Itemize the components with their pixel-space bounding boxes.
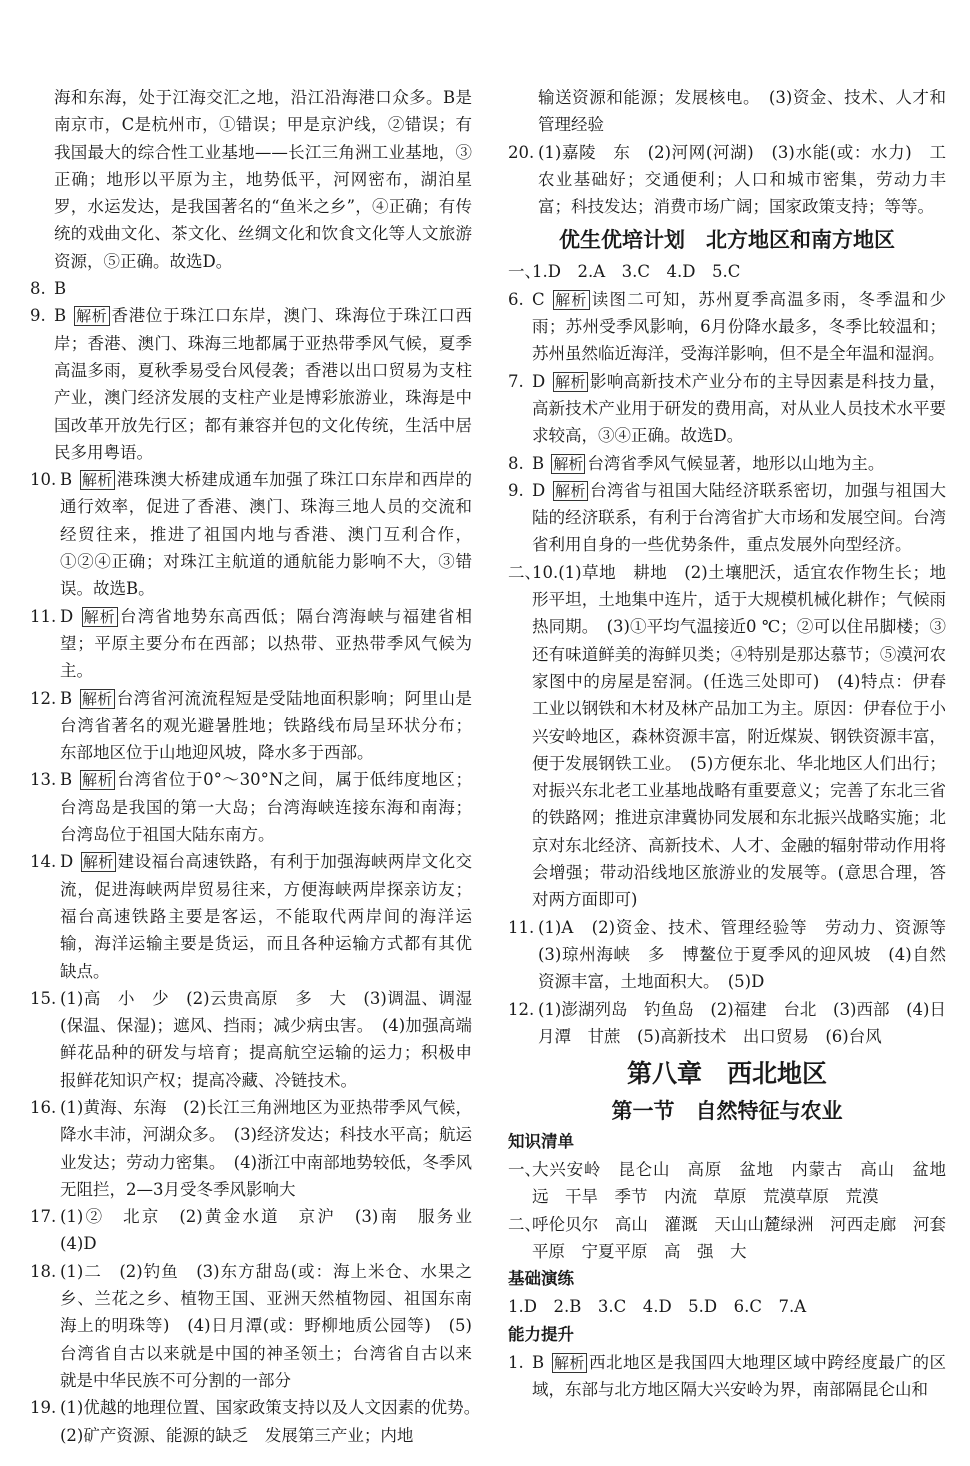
question-number: 9. bbox=[508, 480, 524, 500]
answer-text: (1)高 小 少 (2)云贵高原 多 大 (3)调温、调湿(保温、保湿)；遮风、挡雨；减少病虫害。 (4)加强高端鲜花品种的研发与培育；提高航空运输的运力；积极申报鲜花知识产权；提高冷藏、冷链技术。 bbox=[60, 988, 472, 1090]
analysis-text: 读图二可知，苏州夏季高温多雨，冬季温和少雨；苏州受季风影响，6月份降水最多，冬季比较温和；苏州虽然临近海洋，受海洋影响，但不是全年温和湿润。 bbox=[532, 289, 946, 364]
answer-choice: B bbox=[532, 1352, 545, 1372]
answer-text: (1)二 (2)钓鱼 (3)东方甜岛(或：海上米仓、水果之乡、兰花之乡、植物王国、亚洲天然植物园、祖国东南海上的明珠等) (4)日月潭(或：野柳地质公园等) (5)台湾省自古以来就是中国的神圣领土；台湾省自古以来就是中华民族不可分割的一部分 bbox=[60, 1261, 472, 1390]
answer-choice: B bbox=[54, 306, 67, 326]
part-number: 一、 bbox=[508, 262, 541, 282]
answer-9 bbox=[508, 477, 946, 559]
answer-8 bbox=[30, 275, 472, 302]
question-number: 16. bbox=[30, 1097, 57, 1117]
answer-text: (1)澎湖列岛 钓鱼岛 (2)福建 台北 (3)西部 (4)日月潭 甘蔗 (5)高新技术 出口贸易 (6)台风 bbox=[538, 999, 946, 1046]
answer-10 bbox=[30, 466, 472, 602]
analysis-text: 建设福台高速铁路，有利于加强海峡两岸文化交流，促进海峡两岸贸易往来，方便海峡两岸探亲访友；福台高速铁路主要是客运，不能取代两岸间的海洋运输，海洋运输主要是货运，而且各种运输方式都有其优缺点。 bbox=[60, 852, 472, 981]
answer-choice: B bbox=[60, 688, 73, 708]
part-two-answers bbox=[508, 559, 946, 914]
part-number: 二、 bbox=[508, 562, 541, 582]
question-number: 15. bbox=[30, 988, 57, 1008]
answer-16 bbox=[30, 1094, 472, 1203]
answer-6 bbox=[508, 286, 946, 368]
continued-answer: 输送资源和能源；发展核电。 (3)资金、技术、人才和管理经验 bbox=[538, 88, 946, 135]
analysis-text: 台湾省与祖国大陆经济联系密切，加强与祖国大陆的经济联系，有利于台湾省扩大市场和发展空间。台湾省利用自身的一些优势条件，重点发展外向型经济。 bbox=[532, 480, 947, 555]
answer-choice: D bbox=[60, 852, 74, 872]
question-number: 11. bbox=[30, 606, 57, 626]
answer-text: 大兴安岭 昆仑山 高原 盆地 内蒙古 高山 盆地 远 干旱 季节 内流 草原 荒漠草原 荒漠 bbox=[532, 1160, 963, 1207]
answer-13 bbox=[30, 766, 472, 848]
answer-text: (1)嘉陵 东 (2)河网(河湖) (3)水能(或：水力) 工农业基础好；交通便利；人口和城市密集，劳动力丰富；科技发达；消费市场广阔；国家政策支持；等等。 bbox=[538, 142, 946, 217]
analysis-tag: 解析 bbox=[554, 372, 586, 391]
analysis-tag: 解析 bbox=[81, 689, 113, 708]
analysis-text: 台湾省河流流程短是受陆地面积影响；阿里山是台湾省著名的观光避暑胜地；铁路线布局呈环状分布；东部地区位于山地迎风坡，降水多于西部。 bbox=[60, 688, 472, 763]
analysis-text: 香港位于珠江口东岸，澳门、珠海位于珠江口西岸；香港、澳门、珠海三地都属于亚热带季风气候，夏季高温多雨，夏秋季易受台风侵袭；香港以出口贸易为支柱产业，澳门经济发展的支柱产业是博彩旅游业，珠海是中国改革开放先行区；都有兼容并包的文化传统，生活中居民多用粤语。 bbox=[54, 306, 472, 462]
analysis-text: 西北地区是我国四大地理区域中跨经度最广的区域，东部与北方地区隔大兴安岭为界，南部隔昆仑山和 bbox=[532, 1352, 947, 1399]
question-number: 12. bbox=[30, 688, 57, 708]
analysis-tag: 解析 bbox=[82, 771, 114, 790]
question-number: 19. bbox=[30, 1398, 57, 1418]
chapter-title: 第八章 西北地区 bbox=[626, 1059, 827, 1089]
analysis-text: 台湾省地势东高西低；隔台湾海峡与福建省相望；平原主要分布在西部；以热带、亚热带季风气候为主。 bbox=[60, 606, 472, 681]
basic-practice-heading: 基础演练 bbox=[508, 1269, 574, 1289]
answer-choice: B bbox=[60, 470, 73, 490]
answer-7 bbox=[508, 368, 946, 450]
question-number: 7. bbox=[508, 371, 524, 391]
answer-12 bbox=[508, 996, 946, 1051]
right-column bbox=[508, 84, 963, 1403]
question-number: 13. bbox=[30, 770, 57, 790]
answer-11 bbox=[508, 914, 963, 996]
analysis-text: 台湾省季风气候显著，地形以山地为主。 bbox=[587, 453, 885, 473]
analysis-tag: 解析 bbox=[553, 454, 584, 473]
question-number: 8. bbox=[508, 453, 524, 473]
answer-14 bbox=[30, 848, 472, 984]
question-number: 1. bbox=[508, 1352, 524, 1372]
analysis-text: 台湾省位于0°～30°N之间，属于低纬度地区；台湾岛是我国的第一大岛；台湾海峡连接东海和南海；台湾岛位于祖国大陆东南方。 bbox=[60, 770, 472, 845]
answer-choice: D bbox=[532, 371, 546, 391]
answer-8 bbox=[508, 450, 946, 477]
analysis-tag: 解析 bbox=[554, 481, 586, 500]
answer-text: 10.(1)草地 耕地 (2)土壤肥沃，适宜农作物生长；地形平坦，土地集中连片，适于大规模机械化耕作；气候雨热同期。 (3)①平均气温接近0 ℃；②可以住吊脚楼；③还有味道鲜美的海鲜贝类；④特别是那达慕节；⑤漠河农家图中的房屋是窑洞。(任选三处即可) (4)特点：伊春工业以钢铁和木材及林产品加工为主。原因：伊春位于小兴安岭地区，森林资源丰富，附近煤炭、钢铁资源丰富，便于发展钢铁工业。 (5)方便东北、华北地区人们出行；对振兴东北老工业基地战略有重要意义；完善了东北三省的铁路网；推进京津冀协同发展和东北振兴战略实施；北京对东北经济、高新技术、人才、金融的辐射带动作用将会增强；带动沿线地区旅游业的发展等。(意思合理，答对两方面即可) bbox=[532, 562, 946, 910]
answer-17 bbox=[30, 1203, 489, 1258]
question-number: 8. bbox=[30, 279, 46, 299]
answer-choice: C bbox=[532, 289, 545, 309]
answer-choice: D bbox=[60, 606, 74, 626]
left-column bbox=[30, 84, 489, 1449]
question-number: 10. bbox=[30, 470, 57, 490]
answer-11 bbox=[30, 603, 472, 685]
analysis-tag: 解析 bbox=[81, 471, 113, 490]
answer-text: 1.D 2.A 3.C 4.D 5.C bbox=[532, 262, 741, 282]
analysis-tag: 解析 bbox=[555, 290, 588, 309]
analysis-text: 港珠澳大桥建成通车加强了珠江口东岸和西岸的通行效率，促进了香港、澳门、珠海三地人员的交流和经贸往来，推进了祖国内地与香港、澳门互利合作，①②④正确；对珠江主航道的通航能力影响不大，③错误。故选B。 bbox=[60, 470, 472, 599]
analysis-tag: 解析 bbox=[553, 1353, 585, 1372]
answer-choice: D bbox=[532, 480, 546, 500]
question-number: 12. bbox=[508, 999, 535, 1019]
analysis-text: 影响高新技术产业分布的主导因素是科技力量，高新技术产业用于研发的费用高，对从业人员技术水平要求较高，③④正确。故选D。 bbox=[532, 371, 947, 446]
answer-choice: B bbox=[60, 770, 73, 790]
answer-text: 呼伦贝尔 高山 灌溉 天山山麓绿洲 河西走廊 河套平原 宁夏平原 高 强 大 bbox=[532, 1214, 946, 1261]
answer-20 bbox=[508, 139, 946, 221]
answer-choice: B bbox=[54, 279, 67, 299]
answer-18 bbox=[30, 1258, 472, 1394]
question-number: 18. bbox=[30, 1261, 57, 1281]
answer-9 bbox=[30, 302, 472, 466]
analysis-tag: 解析 bbox=[76, 307, 108, 326]
knowledge-heading: 知识清单 bbox=[508, 1132, 574, 1152]
answer-choice: B bbox=[532, 453, 545, 473]
answer-text: (1)② 北京 (2)黄金水道 京沪 (3)南 服务业 (4)D bbox=[60, 1207, 489, 1254]
ability-answer-1 bbox=[508, 1349, 946, 1404]
continued-answer: 海和东海，处于江海交汇之地，沿江沿海港口众多。B是南京市，C是杭州市，①错误；甲是京沪线，②错误；有我国最大的综合性工业基地——长江三角洲工业基地，③正确；地形以平原为主，地势低平，河网密布，湖泊星罗，水运发达，是我国著名的“鱼米之乡”，④正确；有传统的戏曲文化、茶文化、丝绸文化和饮食文化等人文旅游资源，⑤正确。故选D。 bbox=[54, 88, 472, 271]
answer-19 bbox=[30, 1394, 489, 1449]
analysis-tag: 解析 bbox=[82, 853, 114, 872]
part-number: 一、 bbox=[508, 1160, 541, 1180]
question-number: 17. bbox=[30, 1207, 57, 1227]
analysis-tag: 解析 bbox=[83, 607, 116, 626]
question-number: 11. bbox=[508, 917, 535, 937]
question-number: 6. bbox=[508, 289, 524, 309]
question-number: 20. bbox=[508, 142, 535, 162]
knowledge-part-two bbox=[508, 1211, 946, 1266]
answer-text: (1)A (2)资金、技术、管理经验等 劳动力、资源等 (3)琼州海峡 多 博鳌位于夏季风的迎风坡 (4)自然资源丰富，土地面积大。 (5)D bbox=[538, 917, 963, 992]
part-one-answers bbox=[508, 258, 946, 285]
question-number: 9. bbox=[30, 306, 46, 326]
answer-12 bbox=[30, 685, 472, 767]
ability-heading: 能力提升 bbox=[508, 1324, 574, 1344]
question-number: 14. bbox=[30, 852, 57, 872]
knowledge-part-one bbox=[508, 1156, 963, 1211]
basic-practice-answers: 1.D 2.B 3.C 4.D 5.D 6.C 7.A bbox=[508, 1297, 807, 1317]
plan-title: 优生优培计划 北方地区和南方地区 bbox=[559, 228, 895, 253]
answer-text: (1)优越的地理位置、国家政策支持以及人文因素的优势。 (2)矿产资源、能源的缺乏 发展第三产业；内地 bbox=[60, 1398, 489, 1445]
answer-15 bbox=[30, 985, 472, 1094]
answer-text: (1)黄海、东海 (2)长江三角洲地区为亚热带季风气候，降水丰沛，河湖众多。 (3)经济发达；科技水平高；航运业发达；劳动力密集。 (4)浙江中南部地势较低，冬季风无阻拦，2—3月受冬季风影响大 bbox=[60, 1097, 472, 1199]
section-title: 第一节 自然特征与农业 bbox=[611, 1099, 843, 1124]
part-number: 二、 bbox=[508, 1214, 541, 1234]
